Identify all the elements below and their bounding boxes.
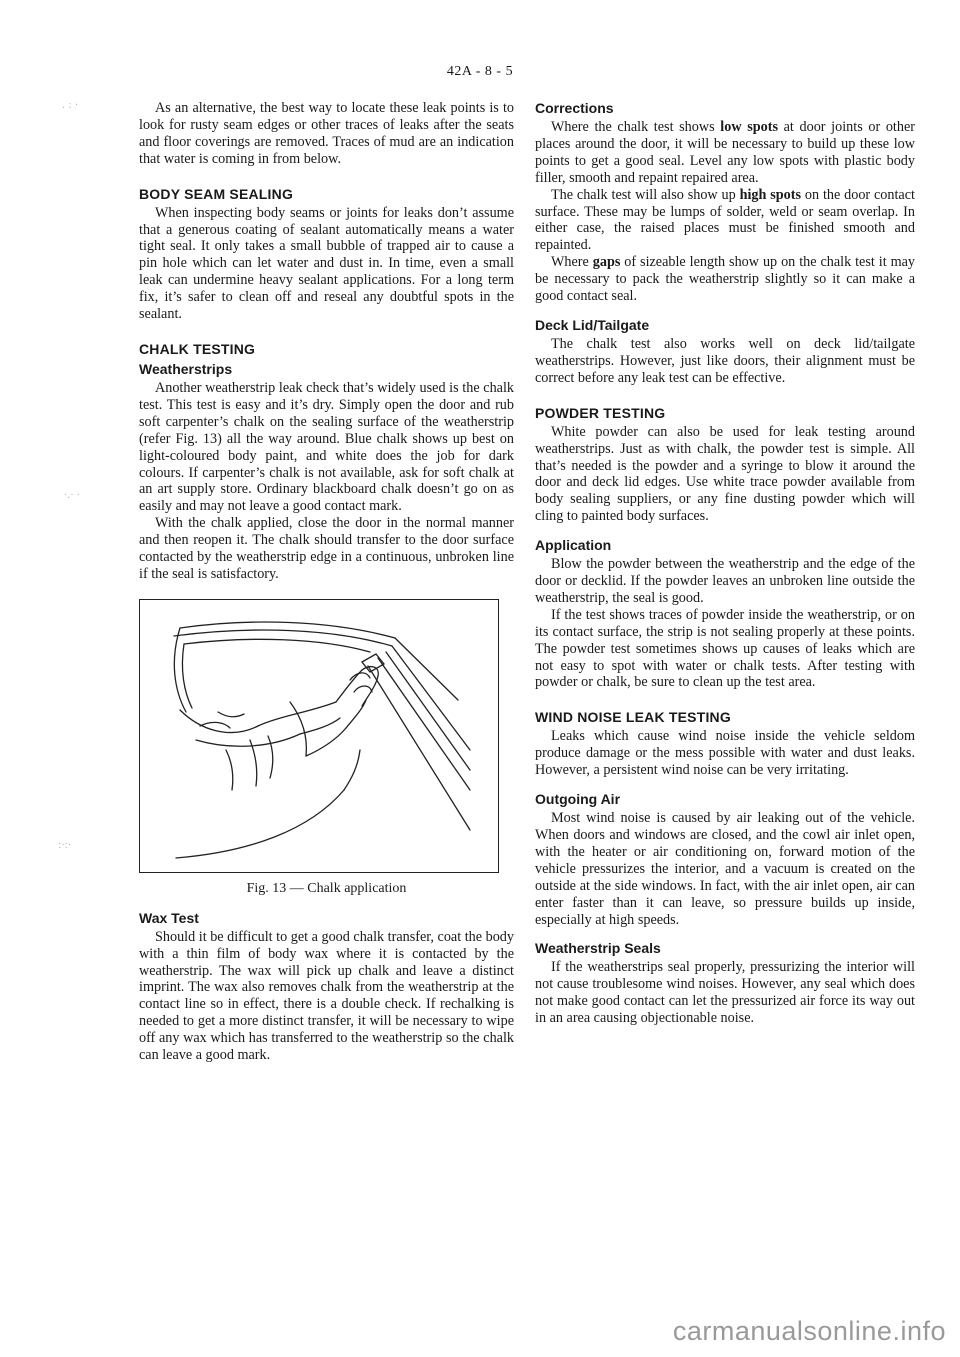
deck-paragraph: The chalk test also works well on deck lid/tailgate weatherstrips. However, just like doors, their alignment must be correct before any leak test can be effective. — [535, 335, 915, 386]
section-heading-wind-noise: WIND NOISE LEAK TESTING — [535, 709, 731, 726]
intro-paragraph: As an alternative, the best way to locate these leak points is to look for rusty seam edges or other traces of leaks after the seats and floor coverings are removed. Traces of mud are an indication that water is coming in from below. — [139, 100, 514, 167]
wax-paragraph: Should it be difficult to get a good chalk transfer, coat the body with a thin film of body wax where it is contacted by the weatherstrip. The wax will pick up chalk and leave a distinct imprint. The wax also removes chalk from the weatherstrip at the contact line so in effect, there is a double check. If rechalking is needed to get a more distinct transfer, it will be necessary to wipe off any wax which has transferred to the weatherstrip so the chalk can leave a good mark. — [139, 928, 514, 1064]
scan-speck: :·:· — [58, 840, 72, 851]
application-paragraph-1: Blow the powder between the weatherstrip and the edge of the door or decklid. If the powder leaves an unbroken line outside the weatherstrip, the seal is good. — [535, 556, 915, 606]
figure-caption: Fig. 13 — Chalk application — [246, 880, 407, 896]
chalk-application-illustration — [140, 600, 498, 872]
application-paragraph-2: If the test shows traces of powder inside the weatherstrip, or on its contact surface, the strip is not sealing properly at these points. The powder test sometimes shows up causes of leaks which are not easy to spot with water or chalk tests. After testing with powder or chalk, be sure to clean up the test area. — [535, 606, 915, 691]
right-column — [535, 100, 915, 1027]
frame-line — [184, 639, 370, 652]
subheading-weatherstrip-seals: Weatherstrip Seals — [535, 940, 661, 957]
subheading-outgoing-air: Outgoing Air — [535, 791, 621, 808]
figure-chalk-application — [139, 599, 499, 873]
chalk-paragraph-2: With the chalk applied, close the door in the normal manner and then reopen it. The chalk should transfer to the door surface contacted by the weatherstrip edge in a continuous, unbroken line if the seal is satisfactory. — [139, 515, 514, 582]
subheading-corrections: Corrections — [535, 100, 614, 116]
watermark-text: carmanualsonline.info — [672, 1316, 946, 1346]
section-heading-body-seam: BODY SEAM SEALING — [139, 185, 294, 202]
body-seam-paragraph: When inspecting body seams or joints for leaks don’t assume that a generous coating of sealant automatically means a water tight seal. It only takes a small bubble of trapped air to cause a pin hole which can let water and dust in. In time, even a small leak can undermine heavy sealant applications. For a long term fix, it’s safer to clean off and reseal any doubtful spots in the sealant. — [139, 204, 514, 323]
wind-paragraph: Leaks which cause wind noise inside the vehicle seldom produce damage or the mess possible with water and dust leaks. However, a persistent wind noise can be very irritating. — [535, 728, 915, 779]
section-heading-powder-testing: POWDER TESTING — [535, 404, 666, 421]
left-column — [139, 100, 514, 1064]
subheading-weatherstrips: Weatherstrips — [139, 360, 233, 377]
corrections-paragraph-2: The chalk test will also show up high spots on the door contact surface. These may be lumps of solder, weld or seam overlap. In either case, the raised places must be finished smooth and repainted. — [535, 186, 915, 254]
scan-speck: . : · — [62, 100, 79, 111]
subheading-deck-lid: Deck Lid/Tailgate — [535, 316, 650, 333]
subheading-wax-test: Wax Test — [139, 909, 199, 926]
section-heading-chalk-testing: CHALK TESTING — [139, 340, 256, 357]
seals-paragraph: If the weatherstrips seal properly, pressurizing the interior will not cause troublesome wind noises. However, any seal which does not make good contact can let the pressurized air force its way out in an area causing objectionable noise. — [535, 959, 915, 1027]
corrections-paragraph-3: Where gaps of sizeable length show up on the chalk test it may be necessary to pack the weatherstrip slightly so it can make a good contact seal. — [535, 254, 915, 305]
page-number: 42A - 8 - 5 — [446, 64, 514, 79]
powder-paragraph: White powder can also be used for leak testing around weatherstrips. Just as with chalk, the powder test is simple. All that’s needed is the powder and a syringe to blow it around the door and deck lid edges. Use white trace powder available from body sealing suppliers, or any fine dusting powder which will cling to painted body surfaces. — [535, 423, 915, 525]
chalk-paragraph-1: Another weatherstrip leak check that’s widely used is the chalk test. This test is easy and it’s dry. Simply open the door and rub soft carpenter’s chalk on the sealing surface of the weatherstrip (refer Fig. 13) all the way around. Blue chalk shows up best on light-coloured body paint, and white does the job for dark colours. If carpenter’s chalk is not available, ask for soft chalk at an art supply store. Ordinary blackboard chalk doesn’t go on as easily and may not leave a good contact mark. — [139, 379, 514, 515]
subheading-application: Application — [535, 537, 612, 554]
frame-line — [174, 630, 392, 646]
outgoing-paragraph: Most wind noise is caused by air leaking out of the vehicle. When doors and windows are closed, and the cowl air inlet open, with the heater or air conditioning on, forward motion of the vehicle pressurizes the interior, and a vacuum is created on the outside at the side windows. In fact, with the air inlet open, air can enter faster than it can leave, so pressure builds up inside, especially at high speeds. — [535, 810, 915, 928]
scan-speck: ·.· · — [64, 490, 80, 501]
corrections-paragraph-1: Where the chalk test shows low spots at door joints or other places around the door, it will be necessary to build up these low points to get a good seal. Level any low spots with plastic body filler, smooth and repaint repaired area. — [535, 119, 915, 186]
